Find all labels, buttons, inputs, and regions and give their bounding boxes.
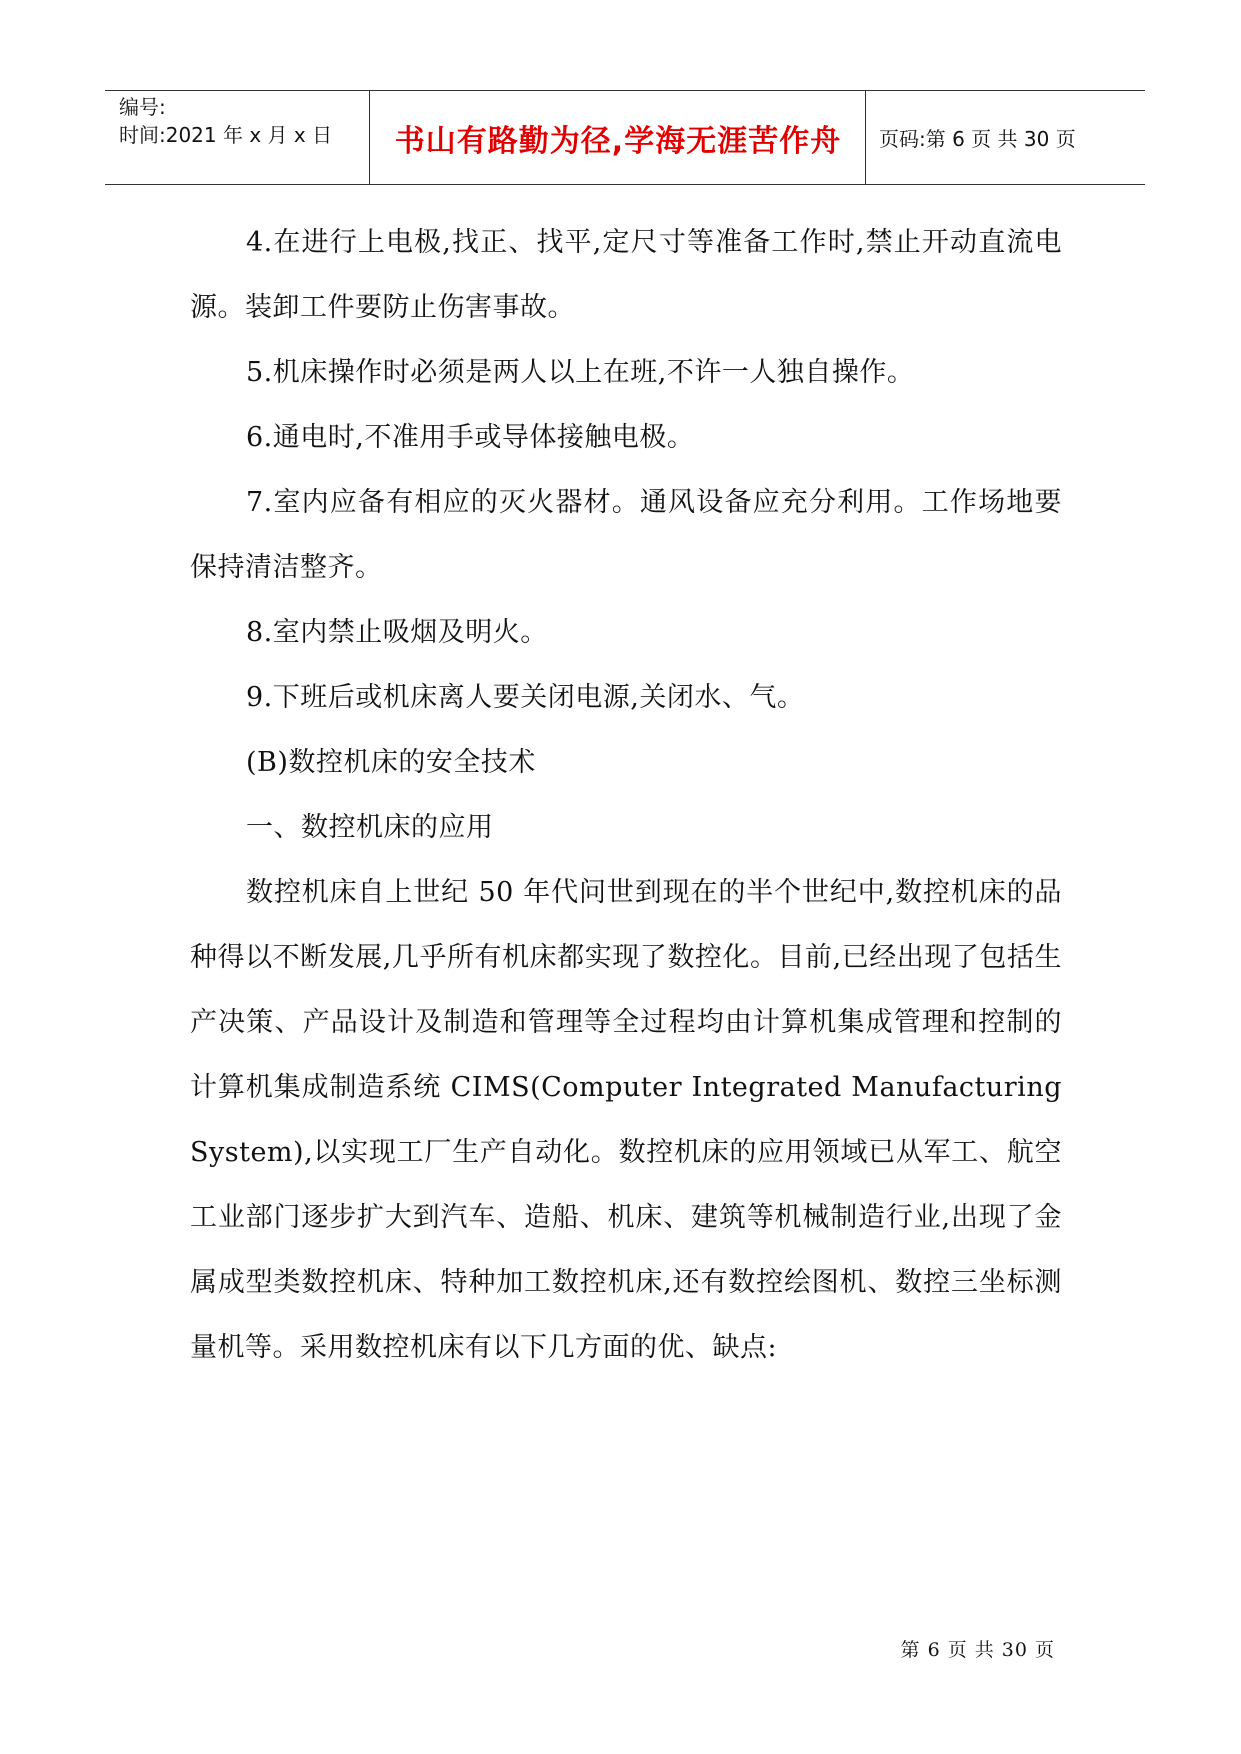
number-label: 编号: xyxy=(119,95,166,119)
header-motto: 书山有路勤为径,学海无涯苦作舟 xyxy=(394,123,842,159)
document-header xyxy=(105,90,1145,185)
header-divider xyxy=(865,91,866,184)
paragraph: 4.在进行上电极,找正、找平,定尺寸等准备工作时,禁止开动直流电源。装卸工件要防止伤害事故。 xyxy=(190,227,1062,323)
header-meta xyxy=(119,91,369,186)
paragraph: 7.室内应备有相应的灭火器材。通风设备应充分利用。工作场地要保持清洁整齐。 xyxy=(190,487,1062,583)
paragraph: 数控机床自上世纪 50 年代问世到现在的半个世纪中,数控机床的品种得以不断发展,几乎所有机床都实现了数控化。目前,已经出现了包括生产决策、产品设计及制造和管理等全过程均由计算机集成管理和控制的计算机集成制造系统 CIMS(Computer Integrated Manufacturing System),以实现工厂生产自动化。数控机床的应用领域已从军工、航空工业部门逐步扩大到汽车、造船、机床、建筑等机械制造行业,出现了金属成型类数控机床、特种加工数控机床,还有数控绘图机、数控三坐标测量机等。采用数控机床有以下几方面的优、缺点: xyxy=(190,877,1062,1363)
paragraph: 6.通电时,不准用手或导体接触电极。 xyxy=(246,422,695,453)
page-footer: 第 6 页 共 30 页 xyxy=(900,1639,1055,1661)
paragraph: 5.机床操作时必须是两人以上在班,不许一人独自操作。 xyxy=(246,357,915,388)
document-body xyxy=(190,210,1062,1380)
paragraph: 9.下班后或机床离人要关闭电源,关闭水、气。 xyxy=(246,682,805,713)
header-page-code: 页码:第 6 页 共 30 页 xyxy=(879,127,1076,151)
paragraph: 8.室内禁止吸烟及明火。 xyxy=(246,617,548,648)
time-label: 时间:2021 年 x 月 x 日 xyxy=(119,123,333,147)
section-heading: (B)数控机床的安全技术 xyxy=(246,747,536,778)
header-divider xyxy=(369,91,370,184)
section-heading: 一、数控机床的应用 xyxy=(246,812,494,843)
